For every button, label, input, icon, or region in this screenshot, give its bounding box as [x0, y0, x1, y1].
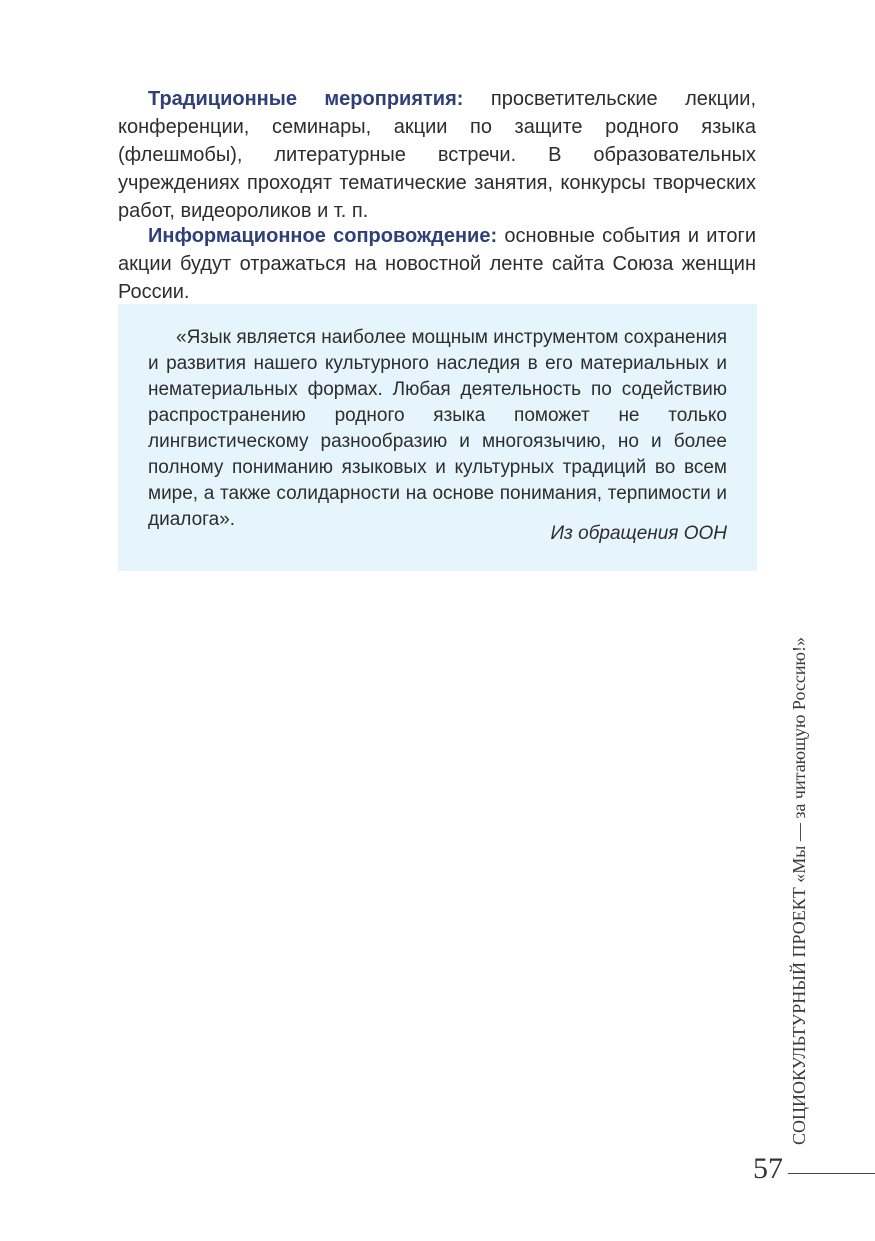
paragraph-lead: Информационное сопровождение:: [148, 225, 498, 247]
page-number-rule: [788, 1173, 875, 1174]
page-number: 57: [753, 1152, 783, 1185]
quote-box: [118, 304, 757, 571]
side-project-title: СОЦИОКУЛЬТУРНЫЙ ПРОЕКТ «Мы — за читающую Россию!»: [789, 637, 809, 1145]
paragraph-traditional-events: [118, 85, 756, 225]
quote-source: Из обращения ООН: [550, 523, 727, 544]
paragraph-lead: Традиционные мероприятия:: [148, 88, 464, 110]
paragraph-information-support: [118, 222, 756, 306]
paragraph-body: основные события и итоги акции будут отражаться на новостной ленте сайта Союза женщин России.: [118, 225, 756, 303]
quote-text: «Язык является наиболее мощным инструментом сохранения и развития нашего культурного наследия в его материальных и нематериальных формах. Любая деятельность по содействию распространению родного языка поможет не только лингвистическому разнообразию и многоязычию, но и более полному пониманию языковых и культурных традиций во всем мире, а также солидарности на основе понимания, терпимости и диалога».: [148, 327, 727, 530]
paragraph-body: просветительские лекции, конференции, семинары, акции по защите родного языка (флешмобы), литературные встречи. В образовательных учреждениях проходят тематические занятия, конкурсы творческих работ, видеороликов и т. п.: [118, 88, 757, 222]
